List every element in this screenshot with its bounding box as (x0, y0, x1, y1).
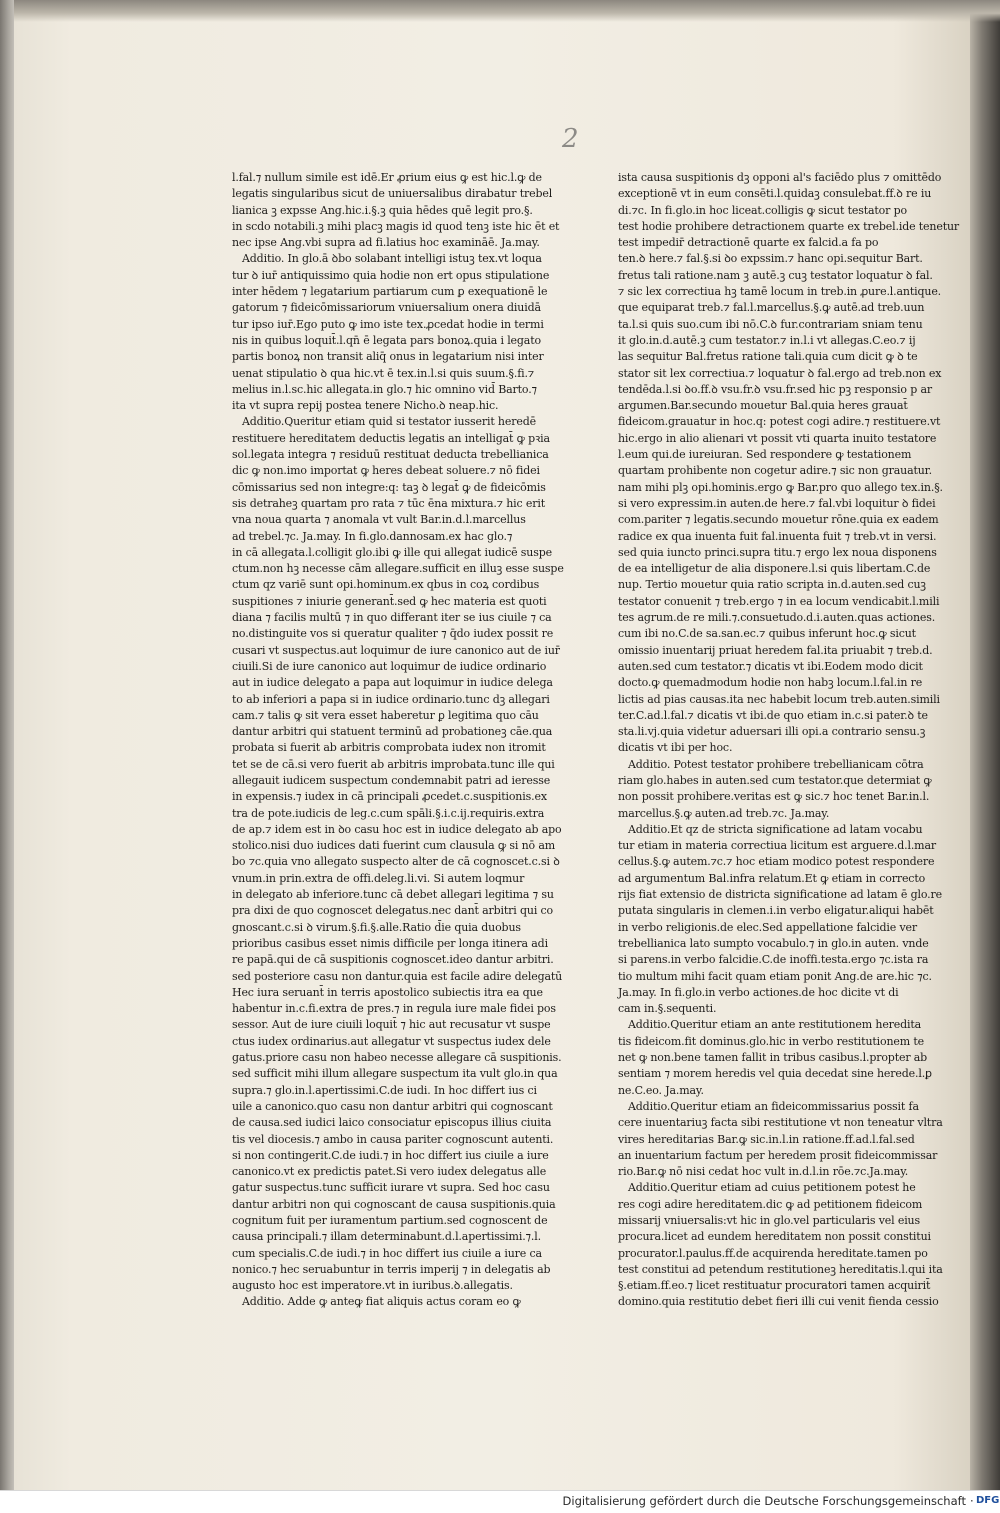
text-line: marcellus.§.ꝙ auten.ad treb.⁊c. Ja.may. (618, 806, 830, 820)
text-line: l.eum qui.de iureiuran. Sed respondere ꝙ testationem (618, 448, 912, 462)
text-line: melius in.l.sc.hic allegata.in glo.⁊ hic omnino vid̄ Barto.⁊ (232, 382, 537, 396)
text-line: vna noua quarta ⁊ anomala vt vult Bar.in.d.l.marcellus (232, 513, 526, 527)
text-line: nis in quibus loquit̄.l.qn̄ ē legata pars bonoꝝ.quia i legato (232, 333, 541, 347)
text-line: rijs fiat extensio de districta significatione ad latam ē glo.re (618, 888, 942, 902)
text-line: dic ꝙ non.imo importat ꝙ heres debeat soluere.⁊ nō fidei (232, 464, 540, 478)
text-line: fideicom.grauatur in hoc.q: potest cogi adire.⁊ restituere.vt (618, 415, 941, 429)
text-line: cognitum fuit per iuramentum partium.sed cognoscent de (232, 1214, 548, 1227)
text-line: test hodie prohibere detractionem quarte ex trebel.ide tenetur (618, 219, 960, 233)
text-line: Additio. Potest testator prohibere trebellianicam cōtra (628, 757, 924, 771)
text-line: argumen.Bar.secundo mouetur Bal.quia heres grauat̄ (618, 399, 908, 413)
text-line: stator sit lex correctiua.⁊ loquatur ꝺ fal.ergo ad treb.non ex (618, 366, 942, 380)
text-line: de causa.sed iudici laico consociatur episcopus illius ciuita (232, 1116, 552, 1130)
text-line: habentur in.c.fi.extra de pres.⁊ in regula iure male fidei pos (232, 1002, 556, 1016)
text-line: testator conuenit ⁊ treb.ergo ⁊ in ea locum vendicabit.l.mili (618, 594, 940, 608)
text-line: Additio. In glo.ā ꝺbo solabant intelligi istuꝫ tex.vt loqua (242, 252, 542, 266)
text-line: res cogi adire hereditatem.dic ꝙ ad petitionem fideicom (618, 1197, 923, 1211)
text-line: allegauit iudicem suspectum condemnabit patri ad ieresse (232, 773, 551, 787)
text-line: ista causa suspitionis dꝫ opponi al's faciēdo plus ⁊ omittēdo (618, 171, 942, 184)
folio-mark: 2 (562, 124, 579, 154)
text-line: test impedir̄ detractionē quarte ex falcid.a fa po (618, 236, 879, 250)
text-line: nonico.⁊ hec seruabuntur in terris imperij ⁊ in delegatis ab (232, 1262, 551, 1276)
text-line: ten.ꝺ here.⁊ fal.§.si ꝺo expssim.⁊ hanc opi.sequitur Bart. (618, 252, 923, 266)
footer-credit: Digitalisierung gefördert durch die Deutsche Forschungsgemeinschaft (562, 1494, 966, 1508)
text-line: cam.⁊ talis ꝙ sit vera esset haberetur ꝑ legitima quo cāu (232, 708, 539, 722)
text-line: si non contingerit.C.de iudi.⁊ in hoc differt ius ciuile a iure (232, 1148, 549, 1162)
text-line: restituere hereditatem deductis legatis an intelligat̄ ꝙ pꝛia (232, 431, 550, 445)
text-line: si parens.in verbo falcidie.C.de inoffi.testa.ergo ⁊c.ista ra (618, 953, 929, 967)
left-text-column (232, 170, 564, 1311)
text-line: probata si fuerit ab arbitris comprobata iudex non itromit (232, 741, 546, 755)
text-line: §.etiam.ff.eo.⁊ licet restituatur procuratori tamen acquirit̄ (618, 1279, 931, 1293)
text-line: aut in iudice delegato a papa aut loquimur in iudice delega (232, 676, 553, 690)
text-line: fretus tali ratione.nam ꝫ autē.ꝫ cuꝫ testator loquatur ꝺ fal. (618, 268, 933, 282)
text-line: lictis ad pias causas.ita nec habebit locum treb.auten.simili (618, 692, 940, 706)
book-fore-edge-right (970, 0, 1000, 1490)
text-line: gatus.priore casu non habeo necesse allegare cā suspitionis. (232, 1051, 562, 1065)
text-line: tis fideicom.fit dominus.glo.hic in verbo restitutionem te (618, 1034, 925, 1048)
text-line: uile a canonico.quo casu non dantur arbitri qui cognoscant (232, 1099, 553, 1113)
text-line: test constitui ad petendum restitutioneꝫ hereditatis.l.qui ita (618, 1262, 943, 1276)
right-text-column (618, 170, 960, 1311)
text-line: sol.legata integra ⁊ residuū restituat deducta trebellianica (232, 448, 549, 462)
text-line: ne.C.eo. Ja.may. (618, 1083, 704, 1097)
text-line: cellus.§.ꝙ autem.⁊c.⁊ hoc etiam modico potest respondere (618, 855, 935, 869)
text-line: in scdo notabili.ꝫ mihi placꝫ magis id quod tenꝫ iste hic ēt et (232, 219, 560, 233)
text-line: dicatis vt ibi per hoc. (618, 741, 733, 755)
text-line: stolico.nisi duo iudices dati fuerint cum clausula ꝙ si nō am (232, 839, 556, 853)
text-line: Additio.Et qz de stricta significatione ad latam vocabu (628, 822, 923, 836)
text-line: diana ⁊ facilis multū ⁊ in quo differant iter se ius ciuile ⁊ ca (232, 611, 552, 625)
text-line: in verbo religionis.de elec.Sed appellatione falcidie ver (618, 920, 918, 934)
text-line: Additio.Queritur etiam ad cuius petitionem potest he (628, 1181, 916, 1195)
text-line: prioribus casibus esset nimis difficile per longa itinera adi (232, 936, 548, 950)
text-line: dantur arbitri qui statuent terminū ad probationeꝫ cāe.qua (232, 725, 553, 739)
text-line: re papā.qui de cā suspitionis cognoscet.ideo dantur arbitri. (232, 953, 554, 967)
text-line: riam glo.habes in auten.sed cum testator.que determiat ꝙ (618, 773, 932, 787)
text-line: quartam prohibente non cogetur adire.⁊ sic non grauatur. (618, 464, 932, 478)
text-line: in cā allegata.l.colligit glo.ibi ꝙ ille qui allegat iudicē suspe (232, 545, 552, 559)
text-line: l.fal.⁊ nullum simile est idē.Er ꝓrium eius ꝙ est hic.l.ꝙ de (232, 171, 542, 184)
text-line: si vero expressim.in auten.de here.⁊ fal.vbi loquitur ꝺ fidei (618, 496, 936, 510)
text-line: cum ibi no.C.de sa.san.ec.⁊ quibus inferunt hoc.ꝙ sicut (618, 627, 916, 641)
text-line: supra.⁊ glo.in.l.apertissimi.C.de iudi. In hoc differt ius ci (232, 1083, 537, 1097)
text-line: cusari vt suspectus.aut loquimur de iure canonico aut de iur̄ (232, 643, 560, 657)
text-line: ta.l.si quis suo.cum ibi nō.C.ꝺ fur.contrariam sniam tenu (618, 317, 923, 331)
text-line: cere inuentariuꝫ facta sibi restitutione vt non teneatur vltra (618, 1116, 943, 1130)
text-line: canonico.vt ex predictis patet.Si vero iudex delegatus alle (232, 1165, 547, 1179)
text-line: sta.li.vj.quia videtur aduersari illi opi.a contrario sensu.ꝫ (618, 725, 926, 739)
text-line: sentiam ⁊ morem heredis vel quia decedat sine herede.l.ꝑ (618, 1067, 932, 1081)
text-line: de ea intelligetur de alia disponere.l.si quis libertam.C.de (618, 562, 931, 576)
text-line: vnum.in prin.extra de offi.deleg.li.vi. Si autem loqmur (232, 871, 525, 885)
text-line: gatur suspectus.tunc sufficit iurare vt supra. Sed hoc casu (232, 1181, 550, 1195)
text-line: gatorum ⁊ fideicōmissariorum vniuersalium onera diuidā (232, 301, 541, 315)
text-line: vires hereditarias Bar.ꝙ sic.in.l.in ratione.ff.ad.l.fal.sed (618, 1132, 915, 1146)
text-line: auten.sed cum testator.⁊ dicatis vt ibi.Eodem modo dicit (618, 659, 923, 673)
text-line: tendēda.l.si ꝺo.ff.ꝺ vsu.fr.ꝺ vsu.fr.sed hic pꝫ responsio p ar (618, 382, 932, 396)
text-line: ctus iudex ordinarius.aut allegatur vt suspectus iudex dele (232, 1034, 551, 1048)
text-line: trebellianica lato sumpto vocabulo.⁊ in glo.in auten. vnde (618, 936, 929, 950)
text-line: tur ꝺ iur̄ antiquissimo quia hodie non ert opus stipulatione (232, 268, 550, 282)
text-line: docto.ꝙ quemadmodum hodie non habꝫ locum.l.fal.in re (618, 676, 923, 690)
text-line: missarij vniuersalis:vt hic in glo.vel particularis vel eius (618, 1214, 920, 1227)
text-line: procura.licet ad eundem hereditatem non possit constitui (618, 1230, 931, 1244)
text-line: radice ex qua inuenta fuit fal.inuenta fuit ⁊ treb.vt in versi. (618, 529, 937, 543)
text-line: an inuentarium factum per heredem prosit fideicommissar (618, 1148, 938, 1162)
text-line: putata singularis in clemen.i.in verbo eligatur.aliqui habēt (618, 904, 934, 918)
text-line: Hec iura seruant̄ in terris apostolico subiectis itra ea que (232, 985, 543, 999)
text-line: nup. Tertio mouetur quia ratio scripta in.d.auten.sed cuꝫ (618, 578, 926, 592)
text-line: las sequitur Bal.fretus ratione tali.quia cum dicit ꝙ ꝺ te (618, 350, 918, 364)
text-line: cam in.§.sequenti. (618, 1002, 717, 1016)
text-line: hic.ergo in alio alienari vt possit vti quarta inuito testatore (618, 431, 937, 445)
text-line: legatis singularibus sicut de uniuersalibus dirabatur trebel (232, 187, 553, 201)
text-line: ter.C.ad.l.fal.⁊ dicatis vt ibi.de quo etiam in.c.si pater.ꝺ te (618, 708, 928, 722)
text-line: sed quia iuncto princi.supra titu.⁊ ergo lex noua disponens (618, 545, 937, 559)
dfg-logo: DFG (976, 1495, 1000, 1506)
text-line: tet se de cā.si vero fuerit ab arbitris improbata.tunc ille qui (232, 757, 555, 771)
text-line: cōmissarius sed non integre:q: taꝫ ꝺ legat̄ ꝙ de fideicōmis (232, 480, 546, 494)
text-line: tio multum mihi facit quam etiam ponit Ang.de are.hic ⁊c. (618, 969, 932, 983)
text-line: procurator.l.paulus.ff.de acquirenda hereditate.tamen po (618, 1246, 928, 1260)
text-line: ctum qz variē sunt opi.hominum.ex qbus in coꝝ cordibus (232, 578, 540, 592)
text-line: ita vt supra repij postea tenere Nicho.ꝺ neap.hic. (232, 399, 499, 413)
text-line: que equiparat treb.⁊ fal.l.marcellus.§.ꝙ autē.ad treb.uun (618, 301, 925, 315)
text-line: no.distinguite vos si queratur qualiter ⁊ q̄do iudex possit re (232, 627, 554, 641)
text-line: nec ipse Ang.vbi supra ad fi.latius hoc examināē. Ja.may. (232, 236, 540, 250)
text-line: Additio.Queritur etiam quid si testator iusserit heredē (242, 415, 536, 429)
text-line: di.⁊c. In fi.glo.in hoc liceat.colligis ꝙ sicut testator po (618, 203, 907, 217)
text-line: suspitiones ⁊ iniurie generant̄.sed ꝙ hec materia est quoti (232, 594, 547, 608)
text-line: ⁊ sic lex correctiua hꝫ tamē locum in treb.in ꝓure.l.antique. (618, 285, 942, 299)
text-line: to ab inferiori a papa si in iudice ordinario.tunc dꝫ allegari (232, 692, 550, 706)
text-line: dantur arbitri non qui cognoscant de causa suspitionis.quia (232, 1197, 556, 1211)
text-line: tur ipso iur̄.Ego puto ꝙ imo iste tex.ꝓcedat hodie in termi (232, 317, 544, 331)
text-line: non possit prohibere.veritas est ꝙ sic.⁊ hoc tenet Bar.in.l. (618, 790, 930, 804)
text-line: de ap.⁊ idem est in ꝺo casu hoc est in iudice delegato ab apo (232, 822, 562, 836)
text-line: gnoscant.c.si ꝺ virum.§.fi.§.alle.Ratio d̄ie quia duobus (232, 920, 521, 934)
text-line: exceptionē vt in eum consēti.l.quidaꝫ consulebat.ff.ꝺ re iu (618, 187, 932, 201)
text-line: pra dixi de quo cognoscet delegatus.nec dant̄ arbitri qui co (232, 904, 554, 918)
text-line: in expensis.⁊ iudex in cā principali ꝓcedet.c.suspitionis.ex (232, 790, 547, 804)
text-line: sessor. Aut de iure ciuili loquit̄ ⁊ hic aut recusatur vt suspe (232, 1018, 551, 1032)
text-line: bo ⁊c.quia vno allegato suspecto alter de cā cognoscet.c.si ꝺ (232, 855, 560, 869)
text-line: sed sufficit mihi illum allegare suspectum ita vult glo.in qua (232, 1067, 558, 1081)
text-line: augusto hoc est imperatore.vt in iuribus.ꝺ.allegatis. (232, 1279, 513, 1293)
footer-separator: · (970, 1494, 974, 1508)
text-line: in delegato ab inferiore.tunc cā debet allegari legitima ⁊ su (232, 888, 554, 902)
text-line: lianica ꝫ expsse Ang.hic.i.§.ꝫ quia hēdes quē legit pro.§. (232, 203, 533, 217)
text-line: Additio.Queritur etiam an ante restitutionem heredita (628, 1018, 922, 1032)
text-line: Ja.may. In fi.glo.in verbo actiones.de hoc dicite vt di (618, 985, 899, 999)
text-line: com.pariter ⁊ legatis.secundo mouetur rōne.quia ex eadem (618, 513, 939, 527)
text-line: ctum.non hꝫ necesse cām allegare.sufficit en illuꝫ esse suspe (232, 562, 564, 576)
text-line: omissio inuentarij priuat heredem fal.ita priuabit ⁊ treb.d. (618, 643, 933, 657)
text-line: partis bonoꝝ non transit aliq̄ onus in legatarium nisi inter (232, 350, 544, 364)
text-line: causa principali.⁊ illam determinabunt.d.l.apertissimi.⁊.l. (232, 1230, 541, 1244)
text-line: nam mihi plꝫ opi.hominis.ergo ꝙ Bar.pro quo allego tex.in.§. (618, 480, 943, 494)
text-line: inter hēdem ⁊ legatarium partiarum cum ꝑ exequationē le (232, 285, 548, 299)
text-line: tra de pote.iudicis de leg.c.cum spāli.§.i.c.ij.requiris.extra (232, 806, 545, 820)
page-top-shadow (14, 0, 1000, 22)
text-line: tis vel diocesis.⁊ ambo in causa pariter cognoscunt autenti. (232, 1132, 554, 1146)
book-gutter-left (0, 0, 14, 1490)
text-line: sis detraheꝫ quartam pro rata ⁊ tūc ēna mixtura.⁊ hic erit (232, 496, 545, 510)
text-line: Additio.Queritur etiam an fideicommissarius possit fa (628, 1099, 919, 1113)
text-line: Additio. Adde ꝙ anteꝙ fiat aliquis actus coram eo ꝙ (242, 1295, 521, 1309)
text-line: uenat stipulatio ꝺ qua hic.vt ē tex.in.l.si quis suum.§.fi.⁊ (232, 366, 534, 380)
text-line: tes agrum.de re mili.⁊.consuetudo.d.i.auten.quas actiones. (618, 611, 936, 625)
text-line: it glo.in.d.autē.ꝫ cum testator.⁊ in.l.i vt allegas.C.eo.⁊ ij (618, 333, 916, 347)
text-line: tur etiam in materia correctiua licitum est arguere.d.l.mar (618, 839, 936, 853)
text-line: ciuili.Si de iure canonico aut loquimur de iudice ordinario (232, 659, 547, 673)
text-line: ad argumentum Bal.infra relatum.Et ꝙ etiam in correcto (618, 871, 926, 885)
text-line: cum specialis.C.de iudi.⁊ in hoc differt ius ciuile a iure ca (232, 1246, 542, 1260)
text-line: ad trebel.⁊c. Ja.may. In fi.glo.dannosam.ex hac glo.⁊ (232, 529, 513, 543)
text-line: rio.Bar.ꝙ nō nisi cedat hoc vult in.d.l.in rōe.⁊c.Ja.may. (618, 1165, 909, 1179)
text-line: domino.quia restitutio debet fieri illi cui venit fienda cessio (618, 1295, 939, 1309)
text-line: net ꝙ non.bene tamen fallit in tribus casibus.l.propter ab (618, 1051, 928, 1065)
text-line: sed posteriore casu non dantur.quia est facile adire delegatū (232, 969, 563, 983)
